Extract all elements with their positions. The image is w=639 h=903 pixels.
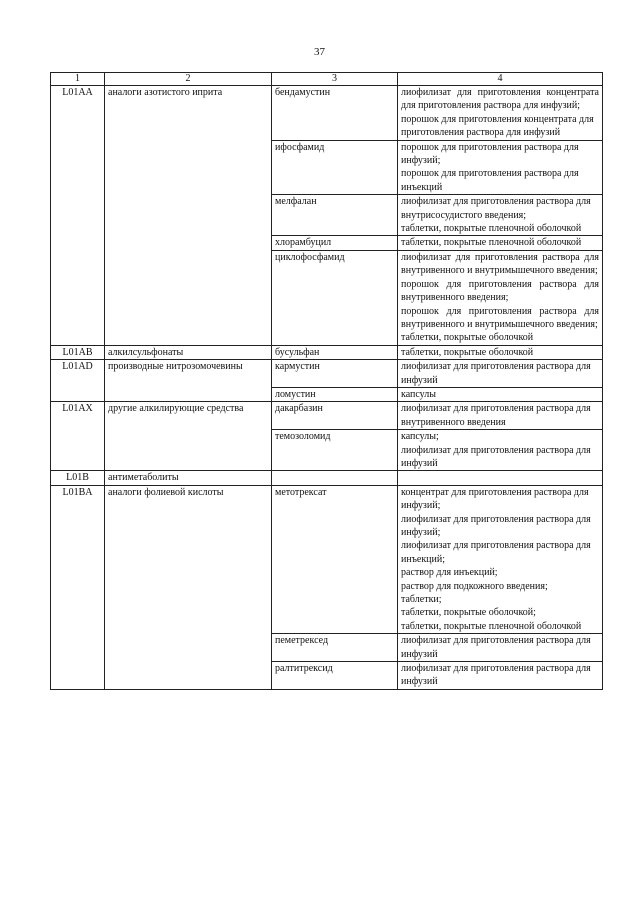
dosage-form-line: таблетки, покрытые оболочкой	[401, 346, 534, 358]
dosage-form-line: раствор для подкожного введения;	[401, 580, 548, 592]
dosage-form-line: лиофилизат для приготовления раствора для внутривенного и внутримышечного введения;	[401, 251, 599, 277]
dosage-form-line: лиофилизат для приготовления раствора для внутривенного введения	[401, 403, 591, 428]
dosage-form-line: таблетки, покрытые пленочной оболочкой	[401, 223, 582, 235]
drug-name-cell: циклофосфамид	[272, 250, 398, 345]
atc-code-cell: L01AB	[51, 345, 105, 359]
drug-name-cell: ломустин	[272, 387, 398, 401]
drug-table	[50, 72, 603, 690]
drug-name-cell: дакарбазин	[272, 402, 398, 430]
drug-name-cell: кармустин	[272, 360, 398, 388]
drug-name-cell: мелфалан	[272, 195, 398, 236]
dosage-forms-cell	[398, 485, 603, 633]
dosage-forms-cell	[398, 360, 603, 388]
dosage-form-line: таблетки, покрытые пленочной оболочкой	[401, 620, 582, 632]
dosage-forms-cell	[398, 634, 603, 662]
dosage-forms-cell	[398, 471, 603, 485]
atc-code-cell: L01AX	[51, 402, 105, 471]
header-col-4: 4	[398, 73, 603, 86]
group-name-cell: другие алкилирующие средства	[105, 402, 272, 471]
drug-name-cell: темозоломид	[272, 430, 398, 471]
drug-name-cell: пеметрексед	[272, 634, 398, 662]
dosage-form-line: таблетки, покрытые оболочкой	[401, 332, 534, 344]
drug-name-cell: ралтитрексид	[272, 662, 398, 690]
dosage-form-line: лиофилизат для приготовления раствора для инфузий	[401, 444, 591, 469]
dosage-form-line: порошок для приготовления раствора для инфузий;	[401, 141, 579, 167]
group-name-cell: аналоги азотистого иприта	[105, 86, 272, 346]
dosage-forms-cell	[398, 86, 603, 141]
dosage-forms-cell	[398, 250, 603, 345]
atc-code-cell: L01AA	[51, 86, 105, 346]
dosage-forms-cell	[398, 345, 603, 359]
dosage-forms-cell	[398, 662, 603, 690]
table-row	[51, 86, 603, 141]
dosage-forms-cell	[398, 195, 603, 236]
drug-name-cell: бендамустин	[272, 86, 398, 141]
page-number: 37	[314, 46, 325, 58]
dosage-form-line: порошок для приготовления раствора для внутривенного введения;	[401, 278, 599, 304]
dosage-form-line: таблетки;	[401, 594, 442, 606]
dosage-form-line: лиофилизат для приготовления раствора для инъекций;	[401, 540, 591, 565]
drug-name-cell: бусульфан	[272, 345, 398, 359]
dosage-form-line: лиофилизат для приготовления раствора для инфузий	[401, 361, 591, 386]
dosage-forms-cell	[398, 140, 603, 195]
table-row	[51, 485, 603, 633]
dosage-form-line: порошок для приготовления раствора для инъекций	[401, 168, 579, 193]
dosage-form-line: раствор для инъекций;	[401, 567, 498, 579]
dosage-form-line: таблетки, покрытые оболочкой;	[401, 607, 536, 619]
header-col-3: 3	[272, 73, 398, 86]
table-body	[51, 86, 603, 690]
atc-code-cell: L01AD	[51, 360, 105, 402]
dosage-forms-cell	[398, 430, 603, 471]
drug-name-cell	[272, 471, 398, 485]
dosage-forms-cell	[398, 402, 603, 430]
dosage-form-line: лиофилизат для приготовления раствора для инфузий	[401, 635, 591, 660]
group-name-cell: алкилсульфонаты	[105, 345, 272, 359]
drug-name-cell: ифосфамид	[272, 140, 398, 195]
header-col-2: 2	[105, 73, 272, 86]
table-row	[51, 345, 603, 359]
group-name-cell: аналоги фолиевой кислоты	[105, 485, 272, 689]
dosage-form-line: концентрат для приготовления раствора для инфузий;	[401, 486, 589, 512]
group-name-cell: производные нитрозомочевины	[105, 360, 272, 402]
header-col-1: 1	[51, 73, 105, 86]
dosage-forms-cell	[398, 236, 603, 250]
header-row	[51, 73, 603, 86]
dosage-forms-cell	[398, 387, 603, 401]
table-row	[51, 360, 603, 388]
atc-code-cell: L01B	[51, 471, 105, 485]
dosage-form-line: лиофилизат для приготовления раствора для внутрисосудистого введения;	[401, 196, 591, 221]
drug-name-cell: метотрексат	[272, 485, 398, 633]
group-name-cell: антиметаболиты	[105, 471, 272, 485]
table-row	[51, 402, 603, 430]
dosage-form-line: порошок для приготовления концентрата для приготовления раствора для инфузий	[401, 113, 594, 139]
dosage-form-line: капсулы;	[401, 431, 439, 443]
atc-code-cell: L01BA	[51, 485, 105, 689]
dosage-form-line: таблетки, покрытые пленочной оболочкой	[401, 237, 582, 249]
dosage-form-line: порошок для приготовления раствора для внутривенного и внутримышечного введения;	[401, 305, 599, 330]
dosage-form-line: капсулы	[401, 388, 436, 400]
dosage-form-line: лиофилизат для приготовления раствора для инфузий	[401, 663, 591, 688]
table-row	[51, 471, 603, 485]
drug-name-cell: хлорамбуцил	[272, 236, 398, 250]
dosage-form-line: лиофилизат для приготовления раствора для инфузий;	[401, 513, 591, 538]
dosage-form-line: лиофилизат для приготовления концентрата для приготовления раствора для инфузий;	[401, 87, 599, 112]
